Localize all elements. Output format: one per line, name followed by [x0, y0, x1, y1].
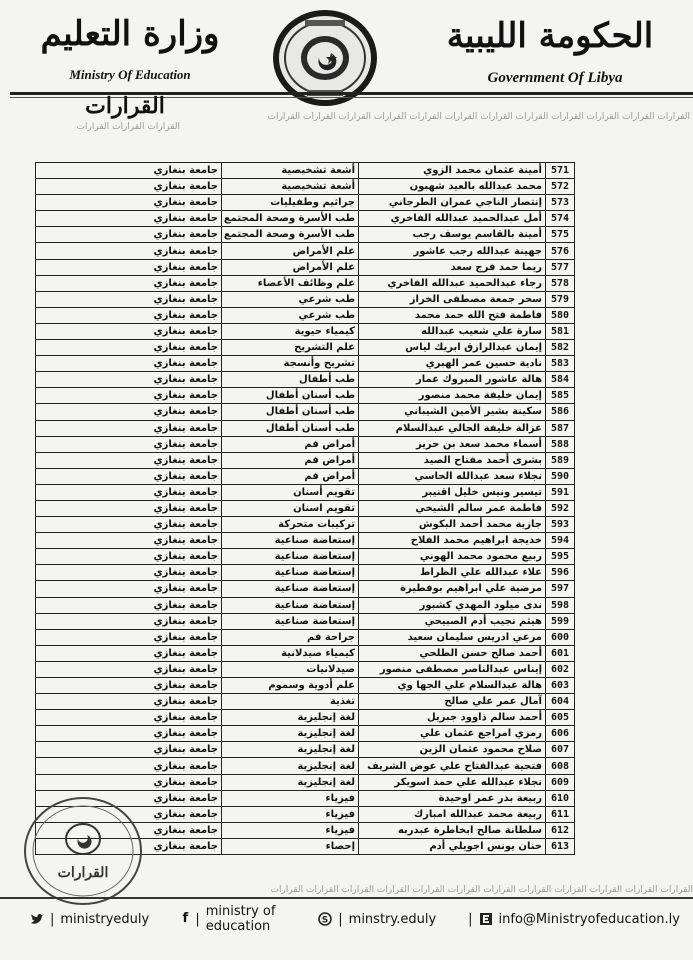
table-row	[36, 500, 575, 516]
specialty: لغة إنجليزية	[222, 774, 359, 790]
university: جامعة بنغازي	[36, 388, 222, 404]
person-name: نادية حسين عمر الهبري	[359, 356, 546, 372]
specialty: أمراض فم	[222, 436, 359, 452]
specialty: جراحة فم	[222, 629, 359, 645]
table-row	[36, 452, 575, 468]
facebook-icon: f	[182, 911, 189, 926]
skype-icon	[318, 912, 332, 926]
row-number: 583	[546, 356, 575, 372]
specialty: لغة إنجليزية	[222, 726, 359, 742]
row-number: 598	[546, 597, 575, 613]
person-name: هالة عبدالسلام علي الجها وي	[359, 678, 546, 694]
specialty: أمراض فم	[222, 452, 359, 468]
university: جامعة بنغازي	[36, 565, 222, 581]
university: جامعة بنغازي	[36, 211, 222, 227]
row-number: 575	[546, 227, 575, 243]
ministry-title-ar: وزارة التعليم	[40, 14, 220, 54]
table-row	[36, 388, 575, 404]
university: جامعة بنغازي	[36, 645, 222, 661]
row-number: 603	[546, 678, 575, 694]
person-name: سارة علي شعيب عبدالله	[359, 323, 546, 339]
person-name: جهينة عبدالله رجب عاشور	[359, 243, 546, 259]
university: جامعة بنغازي	[36, 500, 222, 516]
university: جامعة بنغازي	[36, 774, 222, 790]
table-row	[36, 291, 575, 307]
university: جامعة بنغازي	[36, 484, 222, 500]
university: جامعة بنغازي	[36, 323, 222, 339]
letterhead	[0, 0, 693, 150]
footer-contacts	[30, 904, 680, 934]
row-number: 595	[546, 549, 575, 565]
row-number: 613	[546, 838, 575, 854]
specialty: إحصاء	[222, 838, 359, 854]
person-name: علاء عبدالله علي الظراط	[359, 565, 546, 581]
person-name: إنتصار الناجي عمران الطرجاني	[359, 195, 546, 211]
twitter-handle[interactable]: ministryeduly	[60, 911, 150, 927]
university: جامعة بنغازي	[36, 163, 222, 179]
table-row	[36, 742, 575, 758]
person-name: أحمد سالم ذاوود جبريل	[359, 710, 546, 726]
table-row	[36, 726, 575, 742]
table-row	[36, 372, 575, 388]
university: جامعة بنغازي	[36, 468, 222, 484]
table-row	[36, 597, 575, 613]
table-row	[36, 533, 575, 549]
specialty: كيمياء صيدلانية	[222, 645, 359, 661]
table-row	[36, 307, 575, 323]
table-row	[36, 179, 575, 195]
specialty: لغة إنجليزية	[222, 742, 359, 758]
university: جامعة بنغازي	[36, 790, 222, 806]
person-name: مرضية علي ابراهيم بوفطيرة	[359, 581, 546, 597]
specialty: تقويم أسنان	[222, 484, 359, 500]
person-name: غزالة خليفة الجالي عبدالسلام	[359, 420, 546, 436]
table-row	[36, 243, 575, 259]
specialty: إستعاضة صناعية	[222, 581, 359, 597]
specialty: تغذية	[222, 694, 359, 710]
specialty: لغة إنجليزية	[222, 710, 359, 726]
row-number: 605	[546, 710, 575, 726]
person-name: صلاح محمود عثمان الزين	[359, 742, 546, 758]
svg-text:S: S	[322, 915, 329, 926]
specialty: إستعاضة صناعية	[222, 597, 359, 613]
person-name: سلطانة صالح ابخاطرة عبدربه	[359, 822, 546, 838]
table-row	[36, 340, 575, 356]
decision-list-table	[35, 162, 575, 855]
person-name: رمزي امراجع عثمان علي	[359, 726, 546, 742]
table-row	[36, 227, 575, 243]
university: جامعة بنغازي	[36, 838, 222, 854]
person-name: أحمد صالح حسن الطلحي	[359, 645, 546, 661]
specialty: طب شرعي	[222, 291, 359, 307]
specialty: صيدلانيات	[222, 661, 359, 677]
table-row	[36, 163, 575, 179]
twitter-icon	[30, 912, 44, 926]
person-name: إيمان عبدالرازق ابريك لياس	[359, 340, 546, 356]
person-name: فتحية عبدالفتاح علي عوض الشريف	[359, 758, 546, 774]
row-number: 601	[546, 645, 575, 661]
watermark-strip-left: القرارات القرارات القرارات	[76, 122, 180, 132]
specialty: طب أطفال	[222, 372, 359, 388]
specialty: أشعة تشخيصية	[222, 179, 359, 195]
university: جامعة بنغازي	[36, 678, 222, 694]
person-name: تيسير ونيس خليل اقنيبر	[359, 484, 546, 500]
university: جامعة بنغازي	[36, 404, 222, 420]
table-row	[36, 678, 575, 694]
row-number: 586	[546, 404, 575, 420]
specialty: طب شرعي	[222, 307, 359, 323]
university: جامعة بنغازي	[36, 517, 222, 533]
university: جامعة بنغازي	[36, 742, 222, 758]
specialty: علم وظائف الأعضاء	[222, 275, 359, 291]
row-number: 571	[546, 163, 575, 179]
specialty: فيزياء	[222, 806, 359, 822]
specialty: طب الأسرة وصحة المجتمع	[222, 227, 359, 243]
footer-pipe: |	[468, 911, 473, 927]
person-name: حنان يونس اجويلي أدم	[359, 838, 546, 854]
specialty: علم أدوية وسموم	[222, 678, 359, 694]
table-row	[36, 629, 575, 645]
university: جامعة بنغازي	[36, 694, 222, 710]
specialty: فيزياء	[222, 790, 359, 806]
university: جامعة بنغازي	[36, 758, 222, 774]
table-row	[36, 613, 575, 629]
table-row	[36, 436, 575, 452]
university: جامعة بنغازي	[36, 372, 222, 388]
university: جامعة بنغازي	[36, 613, 222, 629]
university: جامعة بنغازي	[36, 629, 222, 645]
person-name: مرعي ادريس سليمان سعيد	[359, 629, 546, 645]
table-row	[36, 517, 575, 533]
table-row	[36, 420, 575, 436]
table-row	[36, 565, 575, 581]
table-row	[36, 694, 575, 710]
specialty: إستعاضة صناعية	[222, 549, 359, 565]
row-number: 589	[546, 452, 575, 468]
person-name: محمد عبدالله بالعيد شهبون	[359, 179, 546, 195]
table-row	[36, 211, 575, 227]
row-number: 588	[546, 436, 575, 452]
specialty: طب أسنان أطفال	[222, 420, 359, 436]
university: جامعة بنغازي	[36, 581, 222, 597]
decisions-title: القرارات	[85, 93, 165, 119]
person-name: جازية محمد أحمد البكوش	[359, 517, 546, 533]
university: جامعة بنغازي	[36, 710, 222, 726]
row-number: 580	[546, 307, 575, 323]
specialty: إستعاضة صناعية	[222, 565, 359, 581]
table-row	[36, 356, 575, 372]
university: جامعة بنغازي	[36, 420, 222, 436]
university: جامعة بنغازي	[36, 436, 222, 452]
table-row	[36, 710, 575, 726]
row-number: 573	[546, 195, 575, 211]
university: جامعة بنغازي	[36, 195, 222, 211]
person-name: فاطمة فتح الله حمد محمد	[359, 307, 546, 323]
university: جامعة بنغازي	[36, 243, 222, 259]
table-row	[36, 468, 575, 484]
person-name: ربيع محمود محمد الهوني	[359, 549, 546, 565]
row-number: 608	[546, 758, 575, 774]
row-number: 591	[546, 484, 575, 500]
table-row	[36, 323, 575, 339]
person-name: خديجة ابراهيم محمد الفلاح	[359, 533, 546, 549]
university: جامعة بنغازي	[36, 259, 222, 275]
row-number: 600	[546, 629, 575, 645]
table-row	[36, 774, 575, 790]
university: جامعة بنغازي	[36, 179, 222, 195]
row-number: 578	[546, 275, 575, 291]
person-name: سحر جمعة مصطفى الخراز	[359, 291, 546, 307]
person-name: هالة عاشور المبروك عمار	[359, 372, 546, 388]
person-name: ندى ميلود المهدي كشبور	[359, 597, 546, 613]
row-number: 611	[546, 806, 575, 822]
row-number: 576	[546, 243, 575, 259]
table-row	[36, 661, 575, 677]
person-name: أسماء محمد سعد بن حريز	[359, 436, 546, 452]
university: جامعة بنغازي	[36, 533, 222, 549]
ministry-title-en: Ministry Of Education	[69, 67, 191, 82]
row-number: 612	[546, 822, 575, 838]
row-number: 599	[546, 613, 575, 629]
table-row	[36, 581, 575, 597]
person-name: هيثم نجيب أدم الصبيحي	[359, 613, 546, 629]
university: جامعة بنغازي	[36, 227, 222, 243]
person-name: أمل عبدالحميد عبدالله الفاخري	[359, 211, 546, 227]
table-row	[36, 758, 575, 774]
footer-pipe: |	[50, 911, 55, 927]
person-name: ربيعة محمد عبدالله امبارك	[359, 806, 546, 822]
row-number: 602	[546, 661, 575, 677]
specialty: كيمياء حيوية	[222, 323, 359, 339]
university: جامعة بنغازي	[36, 340, 222, 356]
university: جامعة بنغازي	[36, 356, 222, 372]
specialty: تقويم اسنان	[222, 500, 359, 516]
row-number: 572	[546, 179, 575, 195]
specialty: علم التشريح	[222, 340, 359, 356]
person-name: فاطمة عمر سالم الشيخي	[359, 500, 546, 516]
university: جامعة بنغازي	[36, 806, 222, 822]
row-number: 609	[546, 774, 575, 790]
university: جامعة بنغازي	[36, 661, 222, 677]
row-number: 592	[546, 500, 575, 516]
university: جامعة بنغازي	[36, 452, 222, 468]
row-number: 582	[546, 340, 575, 356]
person-name: أمينة بالقاسم يوسف رجب	[359, 227, 546, 243]
table-row	[36, 404, 575, 420]
table-row	[36, 259, 575, 275]
footer-pipe: |	[338, 911, 343, 927]
row-number: 606	[546, 726, 575, 742]
stamp-text: القرارات	[57, 865, 109, 881]
email-address[interactable]: info@Ministryofeducation.ly	[498, 911, 680, 927]
specialty: إستعاضة صناعية	[222, 533, 359, 549]
specialty: تركيبات متحركة	[222, 517, 359, 533]
row-number: 585	[546, 388, 575, 404]
university: جامعة بنغازي	[36, 291, 222, 307]
specialty: علم الأمراض	[222, 243, 359, 259]
row-number: 590	[546, 468, 575, 484]
university: جامعة بنغازي	[36, 597, 222, 613]
watermark-strip: القرارات القرارات القرارات القرارات القرارات القرارات القرارات القرارات القرارات القرارات القرارات القرارات	[267, 112, 690, 122]
row-number: 593	[546, 517, 575, 533]
specialty: طب أسنان أطفال	[222, 388, 359, 404]
person-name: أمينة عثمان محمد الزوي	[359, 163, 546, 179]
email-icon	[479, 912, 493, 926]
footer-pipe: |	[195, 911, 200, 927]
person-name: نجلاء عبدالله علي حمد اسويكر	[359, 774, 546, 790]
specialty: طب الأسرة وصحة المجتمع	[222, 211, 359, 227]
row-number: 581	[546, 323, 575, 339]
person-name: رجاء عبدالحميد عبدالله الفاخري	[359, 275, 546, 291]
person-name: بشرى أحمد مفتاح الصيد	[359, 452, 546, 468]
table-row	[36, 645, 575, 661]
university: جامعة بنغازي	[36, 307, 222, 323]
row-number: 579	[546, 291, 575, 307]
row-number: 596	[546, 565, 575, 581]
table-row	[36, 484, 575, 500]
specialty: علم الأمراض	[222, 259, 359, 275]
specialty: جراثيم وطفيليات	[222, 195, 359, 211]
person-name: إيناس عبدالناصر مصطفى منصور	[359, 661, 546, 677]
row-number: 584	[546, 372, 575, 388]
row-number: 607	[546, 742, 575, 758]
facebook-page[interactable]: ministry of education	[205, 904, 276, 934]
specialty: فيزياء	[222, 822, 359, 838]
row-number: 574	[546, 211, 575, 227]
person-name: آمال عمر علي صالح	[359, 694, 546, 710]
table-row	[36, 549, 575, 565]
skype-handle[interactable]: minstry.eduly	[348, 911, 437, 927]
person-name: إيمان خليفة محمد منصور	[359, 388, 546, 404]
footer-rule	[0, 897, 693, 899]
person-name: ربيعة بدر عمر اوحيدة	[359, 790, 546, 806]
row-number: 604	[546, 694, 575, 710]
specialty: طب أسنان أطفال	[222, 404, 359, 420]
university: جامعة بنغازي	[36, 726, 222, 742]
university: جامعة بنغازي	[36, 275, 222, 291]
table-row	[36, 275, 575, 291]
row-number: 594	[546, 533, 575, 549]
specialty: أشعة تشخيصية	[222, 163, 359, 179]
university: جامعة بنغازي	[36, 822, 222, 838]
government-title-en: Government Of Libya	[487, 70, 623, 86]
row-number: 587	[546, 420, 575, 436]
specialty: أمراض فم	[222, 468, 359, 484]
row-number: 577	[546, 259, 575, 275]
government-title-ar: الحكومة الليبية	[446, 16, 654, 56]
specialty: لغة إنجليزية	[222, 758, 359, 774]
table-row	[36, 195, 575, 211]
row-number: 597	[546, 581, 575, 597]
footer-watermark: القرارات القرارات القرارات القرارات القرارات القرارات القرارات القرارات القرارات القرارات القرارات القرارات	[270, 885, 693, 895]
person-name: سكينة بشير الأمين الشيباني	[359, 404, 546, 420]
specialty: تشريح وأنسجة	[222, 356, 359, 372]
person-name: ريما حمد فرج سعد	[359, 259, 546, 275]
university: جامعة بنغازي	[36, 549, 222, 565]
row-number: 610	[546, 790, 575, 806]
specialty: إستعاضة صناعية	[222, 613, 359, 629]
person-name: نجلاء سعد عبدالله الحاسي	[359, 468, 546, 484]
